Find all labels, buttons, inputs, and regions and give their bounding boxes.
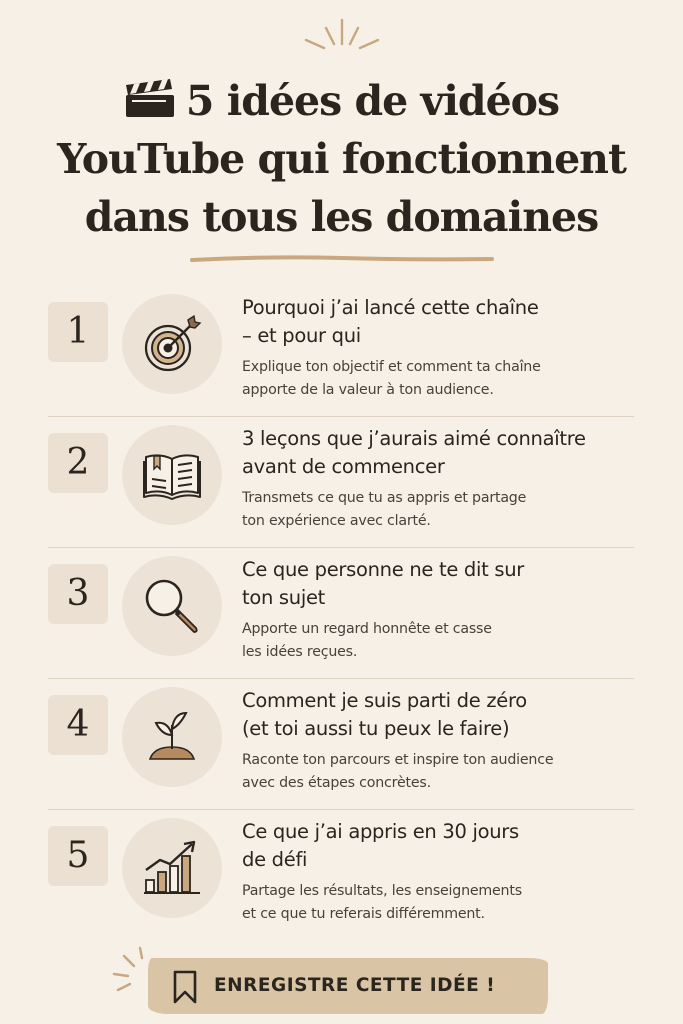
bookmark-icon: [172, 970, 198, 1004]
idea-description: Transmets ce que tu as appris et partage ton expérience avec clarté.: [242, 490, 527, 529]
idea-number: 3: [48, 564, 108, 624]
idea-number: 2: [48, 433, 108, 493]
idea-icon-circle: [122, 687, 222, 787]
idea-item-2: [48, 417, 634, 548]
idea-icon-circle: [122, 425, 222, 525]
idea-text: [242, 294, 634, 402]
save-idea-button[interactable]: [148, 958, 548, 1014]
idea-icon-circle: [122, 556, 222, 656]
idea-text: [242, 556, 634, 664]
idea-list: [48, 286, 634, 941]
idea-icon-circle: [122, 818, 222, 918]
cta-area: [110, 944, 580, 1024]
idea-description: Explique ton objectif et comment ta chaîne apporte de la valeur à ton audience.: [242, 359, 541, 398]
target-icon: [142, 314, 202, 374]
idea-text: [242, 687, 634, 795]
idea-item-1: [48, 286, 634, 417]
idea-text: [242, 818, 634, 926]
idea-heading: Comment je suis parti de zéro (et toi aussi tu peux le faire): [242, 689, 527, 740]
sprout-icon: [142, 707, 202, 767]
growth-chart-icon: [142, 838, 202, 898]
title-line-2: YouTube qui fonctionnent: [57, 135, 626, 183]
idea-text: [242, 425, 634, 533]
magnifier-icon: [142, 576, 202, 636]
idea-heading: Pourquoi j’ai lancé cette chaîne – et pour qui: [242, 296, 539, 347]
idea-number: 4: [48, 695, 108, 755]
idea-heading: Ce que personne ne te dit sur ton sujet: [242, 558, 525, 609]
title-line-1: 5 idées de vidéos: [0, 72, 683, 130]
open-book-icon: [142, 445, 202, 505]
idea-description: Partage les résultats, les enseignements et ce que tu referais différemment.: [242, 883, 522, 922]
idea-item-4: [48, 679, 634, 810]
page-title: [0, 72, 683, 246]
idea-description: Raconte ton parcours et inspire ton audience avec des étapes concrètes.: [242, 752, 554, 791]
save-idea-label: ENREGISTRE CETTE IDÉE !: [214, 975, 496, 996]
idea-item-5: [48, 810, 634, 941]
title-line-3: dans tous les domaines: [84, 193, 599, 241]
idea-number: 1: [48, 302, 108, 362]
title-underline: [188, 254, 496, 264]
idea-item-3: [48, 548, 634, 679]
idea-description: Apporte un regard honnête et casse les idées reçues.: [242, 621, 492, 660]
idea-heading: 3 leçons que j’aurais aimé connaître avant de commencer: [242, 427, 586, 478]
idea-icon-circle: [122, 294, 222, 394]
idea-heading: Ce que j’ai appris en 30 jours de défi: [242, 820, 519, 871]
clapperboard-icon: [124, 79, 176, 119]
sparkle-icon: [296, 14, 388, 58]
sparkle-icon: [110, 944, 150, 998]
idea-number: 5: [48, 826, 108, 886]
